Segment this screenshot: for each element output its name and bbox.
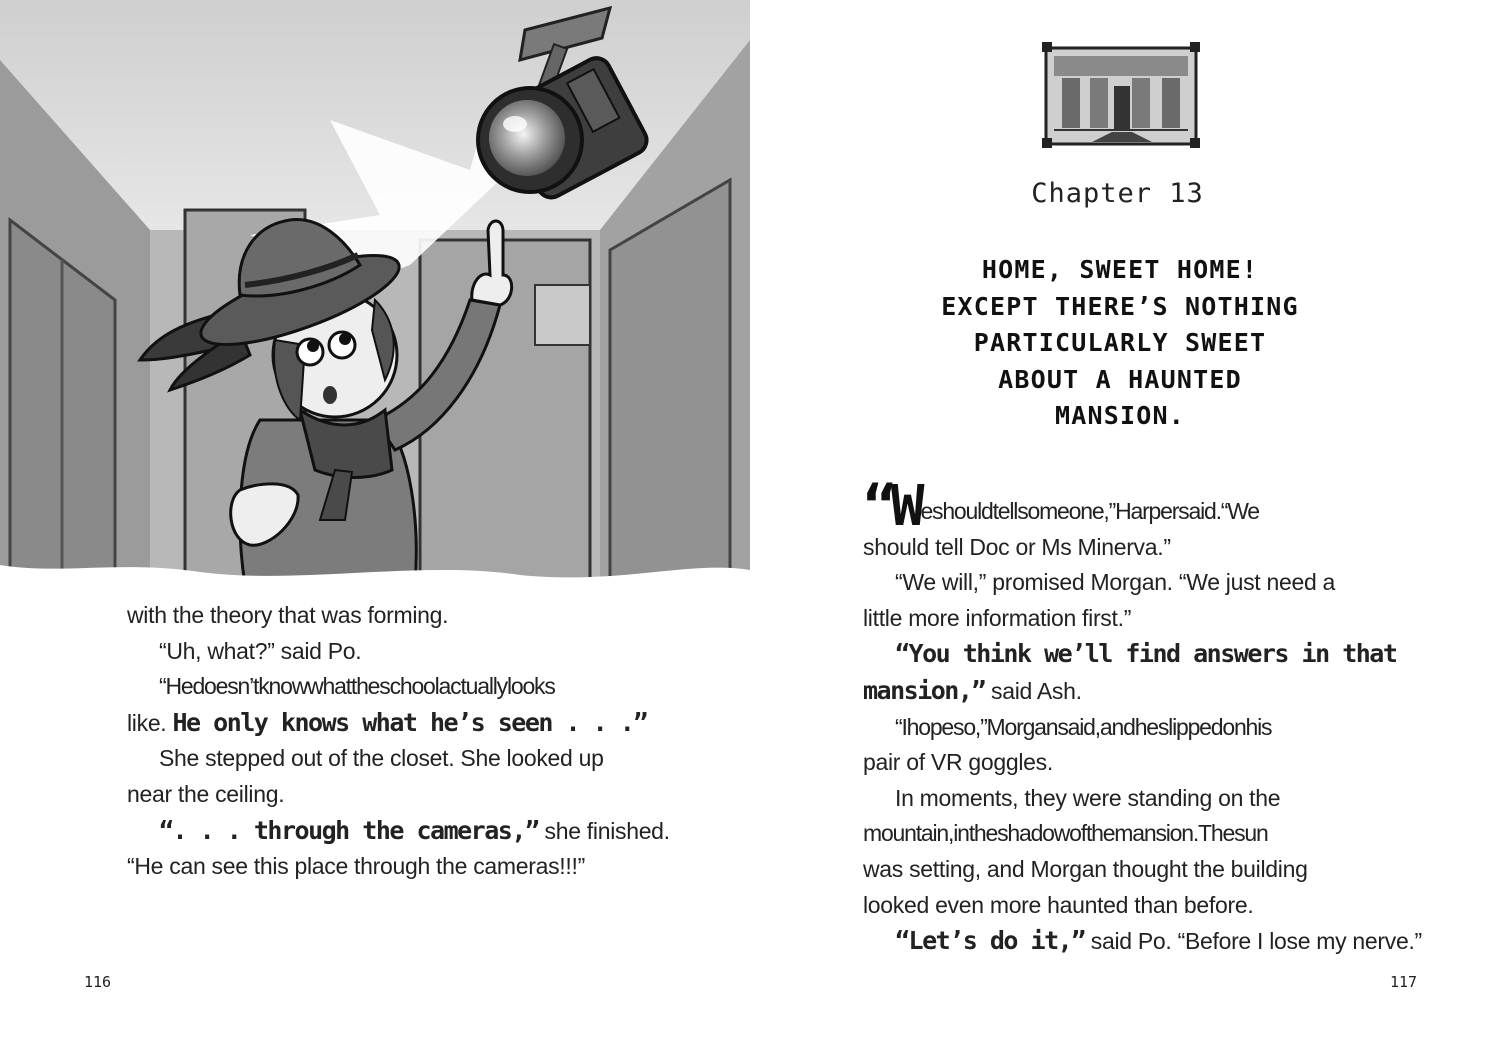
chapter-title-line: MANSION. <box>1054 401 1185 430</box>
paragraph-line: should tell Doc or Ms Minerva.” <box>863 533 1171 560</box>
chapter-number: Chapter 13 <box>1031 178 1204 209</box>
paragraph-line: “. . . through the cameras,” she finished. <box>159 815 670 845</box>
chapter-title-line: HOME, SWEET HOME! <box>981 255 1259 284</box>
chapter-title-line: PARTICULARLY SWEET <box>973 328 1267 357</box>
chapter-header-image <box>1042 42 1202 150</box>
right-page <box>750 0 1500 1064</box>
paragraph-line: “Let’s do it,” said Po. “Before I lose my nerve.” <box>895 926 1422 956</box>
chapter-title <box>850 252 1390 435</box>
right-page-body <box>863 474 1422 960</box>
paragraph-line: little more information first.” <box>863 604 1132 631</box>
paragraph-line: “We will,” promised Morgan. “We just need a <box>895 569 1336 596</box>
emphasized-text: “. . . through the cameras,” <box>159 815 539 845</box>
paragraph-line: looked even more haunted than before. <box>863 891 1254 918</box>
page-number: 117 <box>1390 973 1418 991</box>
chapter-title-line: EXCEPT THERE’S NOTHING <box>941 291 1299 321</box>
paragraph-line: mansion,” said Ash. <box>863 675 1082 705</box>
paragraph-line: “He can see this place through the cameras!!!” <box>127 853 585 880</box>
left-page-body <box>127 598 670 885</box>
drop-cap: “W <box>863 474 919 539</box>
emphasized-text: He only knows what he’s seen . . .” <box>172 707 647 737</box>
emphasized-text: “You think we’ll find answers in that <box>895 639 1397 669</box>
paragraph-line: near the ceiling. <box>127 780 285 807</box>
paragraph-line: mountain,intheshadowofthemansion.Thesun <box>863 820 1268 847</box>
chapter-illustration <box>0 0 750 585</box>
paragraph-line: In moments, they were standing on the <box>895 784 1281 811</box>
paragraph-line: She stepped out of the closet. She looked up <box>159 745 604 772</box>
emphasized-text: “Let’s do it,” <box>895 926 1085 956</box>
paragraph-line: like. He only knows what he’s seen . . .” <box>127 707 647 737</box>
paragraph-line: “Uh, what?” said Po. <box>159 637 362 664</box>
paragraph-line: pair of VR goggles. <box>863 749 1053 776</box>
paragraph-line <box>863 636 1397 673</box>
paragraph-line: “Ihopeso,”Morgansaid,andheslippedonhis <box>895 713 1272 740</box>
camera-scene-illustration <box>0 0 750 585</box>
paragraph-line: with the theory that was forming. <box>127 602 449 628</box>
emphasized-text: mansion,” <box>863 675 985 705</box>
page-number: 116 <box>84 973 112 991</box>
chapter-title-line: ABOUT A HAUNTED <box>998 364 1242 394</box>
paragraph-line: “Weshouldtellsomeone,”Harpersaid.“We <box>863 474 1259 539</box>
paragraph-line: was setting, and Morgan thought the building <box>863 855 1308 882</box>
mansion-interior-thumbnail <box>1042 42 1202 150</box>
paragraph-line: “Hedoesn’tknowwhattheschoolactuallylooks <box>159 673 555 700</box>
